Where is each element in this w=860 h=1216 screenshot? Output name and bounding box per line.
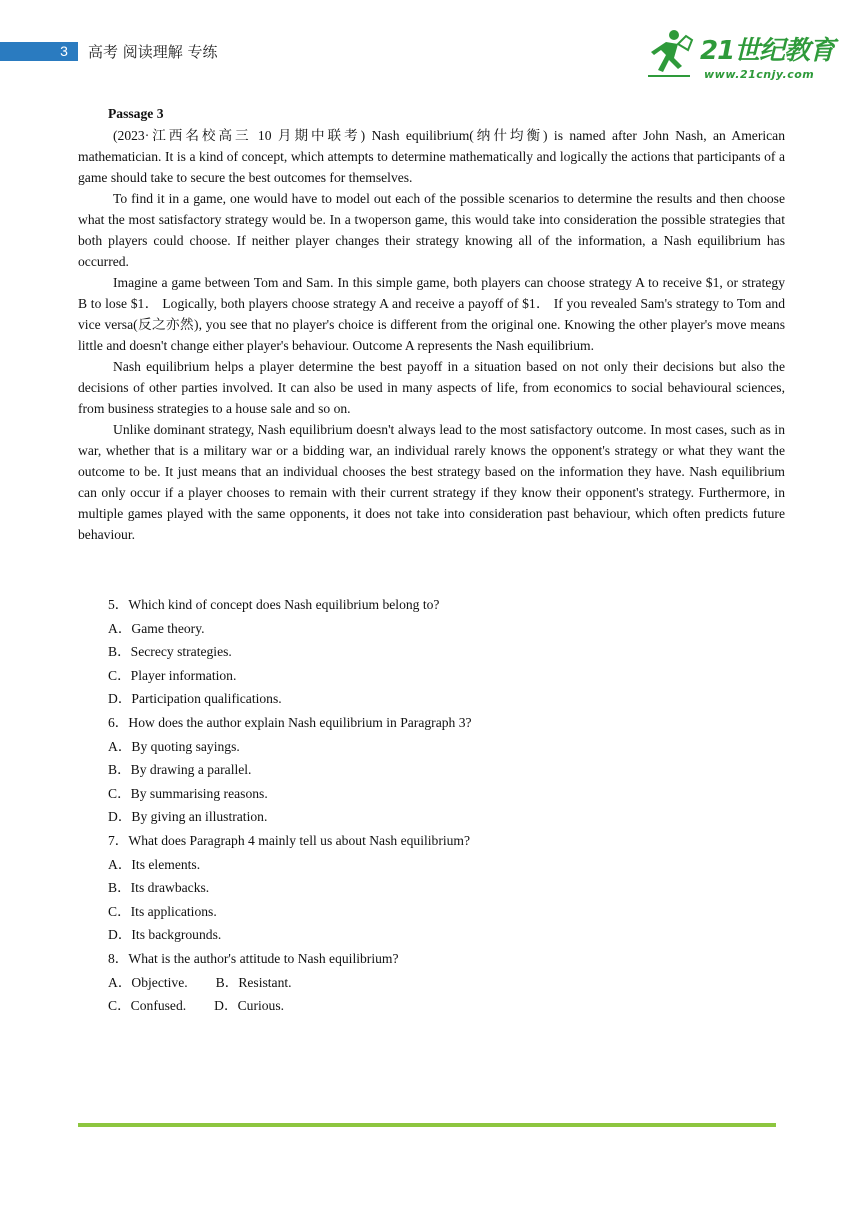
question-6-option-b: B．By drawing a parallel.: [108, 762, 252, 778]
runner-logo-icon: [644, 28, 696, 80]
question-list: [108, 593, 788, 1018]
paragraph-3: Imagine a game between Tom and Sam. In this simple game, both players can choose strategy A to receive $1, or strategy B to lose $1． Logically, both players choose strategy A and receive a payoff of $1． If you revealed Sam's strategy to Tom and vice versa(反之亦然), you see that no player's choice is different from the original one. Knowing the other player's move means little and doesn't change either player's behaviour. Outcome A represents the Nash equilibrium.: [78, 275, 785, 353]
question-5-option-d: D．Participation qualifications.: [108, 691, 282, 707]
footer-divider: [78, 1123, 776, 1127]
question-7-option-b: B．Its drawbacks.: [108, 880, 210, 896]
question-7-option-a: A．Its elements.: [108, 856, 201, 872]
passage-title: Passage 3: [108, 106, 164, 121]
question-5: 5．Which kind of concept does Nash equilibrium belong to?: [108, 597, 440, 612]
question-5-option-b: B．Secrecy strategies.: [108, 644, 232, 660]
question-8-options-row-2: [108, 994, 788, 1018]
paragraph-4: Nash equilibrium helps a player determine the best payoff in a situation based on not only their decisions but also the decisions of other parties involved. It can also be used in many aspects of life, from economics to social behavioural sciences, from business strategies to a house sale and so on.: [78, 359, 785, 416]
logo-text: 21世纪教育: [700, 36, 835, 66]
question-7-option-d: D．Its backgrounds.: [108, 927, 222, 943]
question-7: 7．What does Paragraph 4 mainly tell us about Nash equilibrium?: [108, 832, 471, 848]
question-8-option-a: A．Objective.: [108, 974, 188, 990]
question-5-option-c: C．Player information.: [108, 667, 237, 683]
passage: [78, 103, 785, 545]
question-8-option-d: D．Curious.: [214, 998, 285, 1014]
question-6-option-c: C．By summarising reasons.: [108, 785, 268, 801]
site-logo[interactable]: [640, 24, 835, 84]
paragraph-2: To find it in a game, one would have to model out each of the possible scenarios to determine the results and then choose what the most satisfactory strategy would be. In a twoperson game, this would take into consideration the possible strategies that both players could choose. If neither player changes their strategy knowing all of the information, a Nash equilibrium has occurred.: [78, 191, 785, 269]
header-title: 高考 阅读理解 专练: [88, 43, 218, 61]
question-8-options-row-1: [108, 971, 788, 995]
paragraph-1: (2023·江西名校高三 10 月期中联考) Nash equilibrium(纳什均衡) is named after John Nash, an American mathematician. It is a kind of concept, which attempts to determine mathematically and logically the actions that participants of a game should take to secure the best outcomes for themselves.: [78, 128, 785, 185]
page-number: 3: [60, 43, 68, 59]
question-6-option-d: D．By giving an illustration.: [108, 809, 268, 825]
question-6: 6．How does the author explain Nash equilibrium in Paragraph 3?: [108, 714, 472, 730]
question-5-option-a: A．Game theory.: [108, 620, 205, 636]
logo-url: www.21cnjy.com: [704, 68, 815, 81]
question-8-option-b: B．Resistant.: [215, 974, 292, 990]
paragraph-5: Unlike dominant strategy, Nash equilibrium doesn't always lead to the most satisfactory outcome. In most cases, such as in war, whether that is a military war or a bidding war, an individual rarely knows the opponent's strategy or what they want the outcome to be. It just means that an individual chooses the best strategy based on the information they have. Nash equilibrium can only occur if a player chooses to remain with their current strategy if they know their opponent's strategy. Furthermore, in multiple games played with the same opponents, it does not take into consideration past behaviour, which often predicts future behaviour.: [78, 422, 785, 542]
question-8-option-c: C．Confused.: [108, 998, 187, 1014]
question-6-option-a: A．By quoting sayings.: [108, 738, 240, 754]
question-8: 8．What is the author's attitude to Nash equilibrium?: [108, 950, 399, 966]
question-7-option-c: C．Its applications.: [108, 903, 217, 919]
